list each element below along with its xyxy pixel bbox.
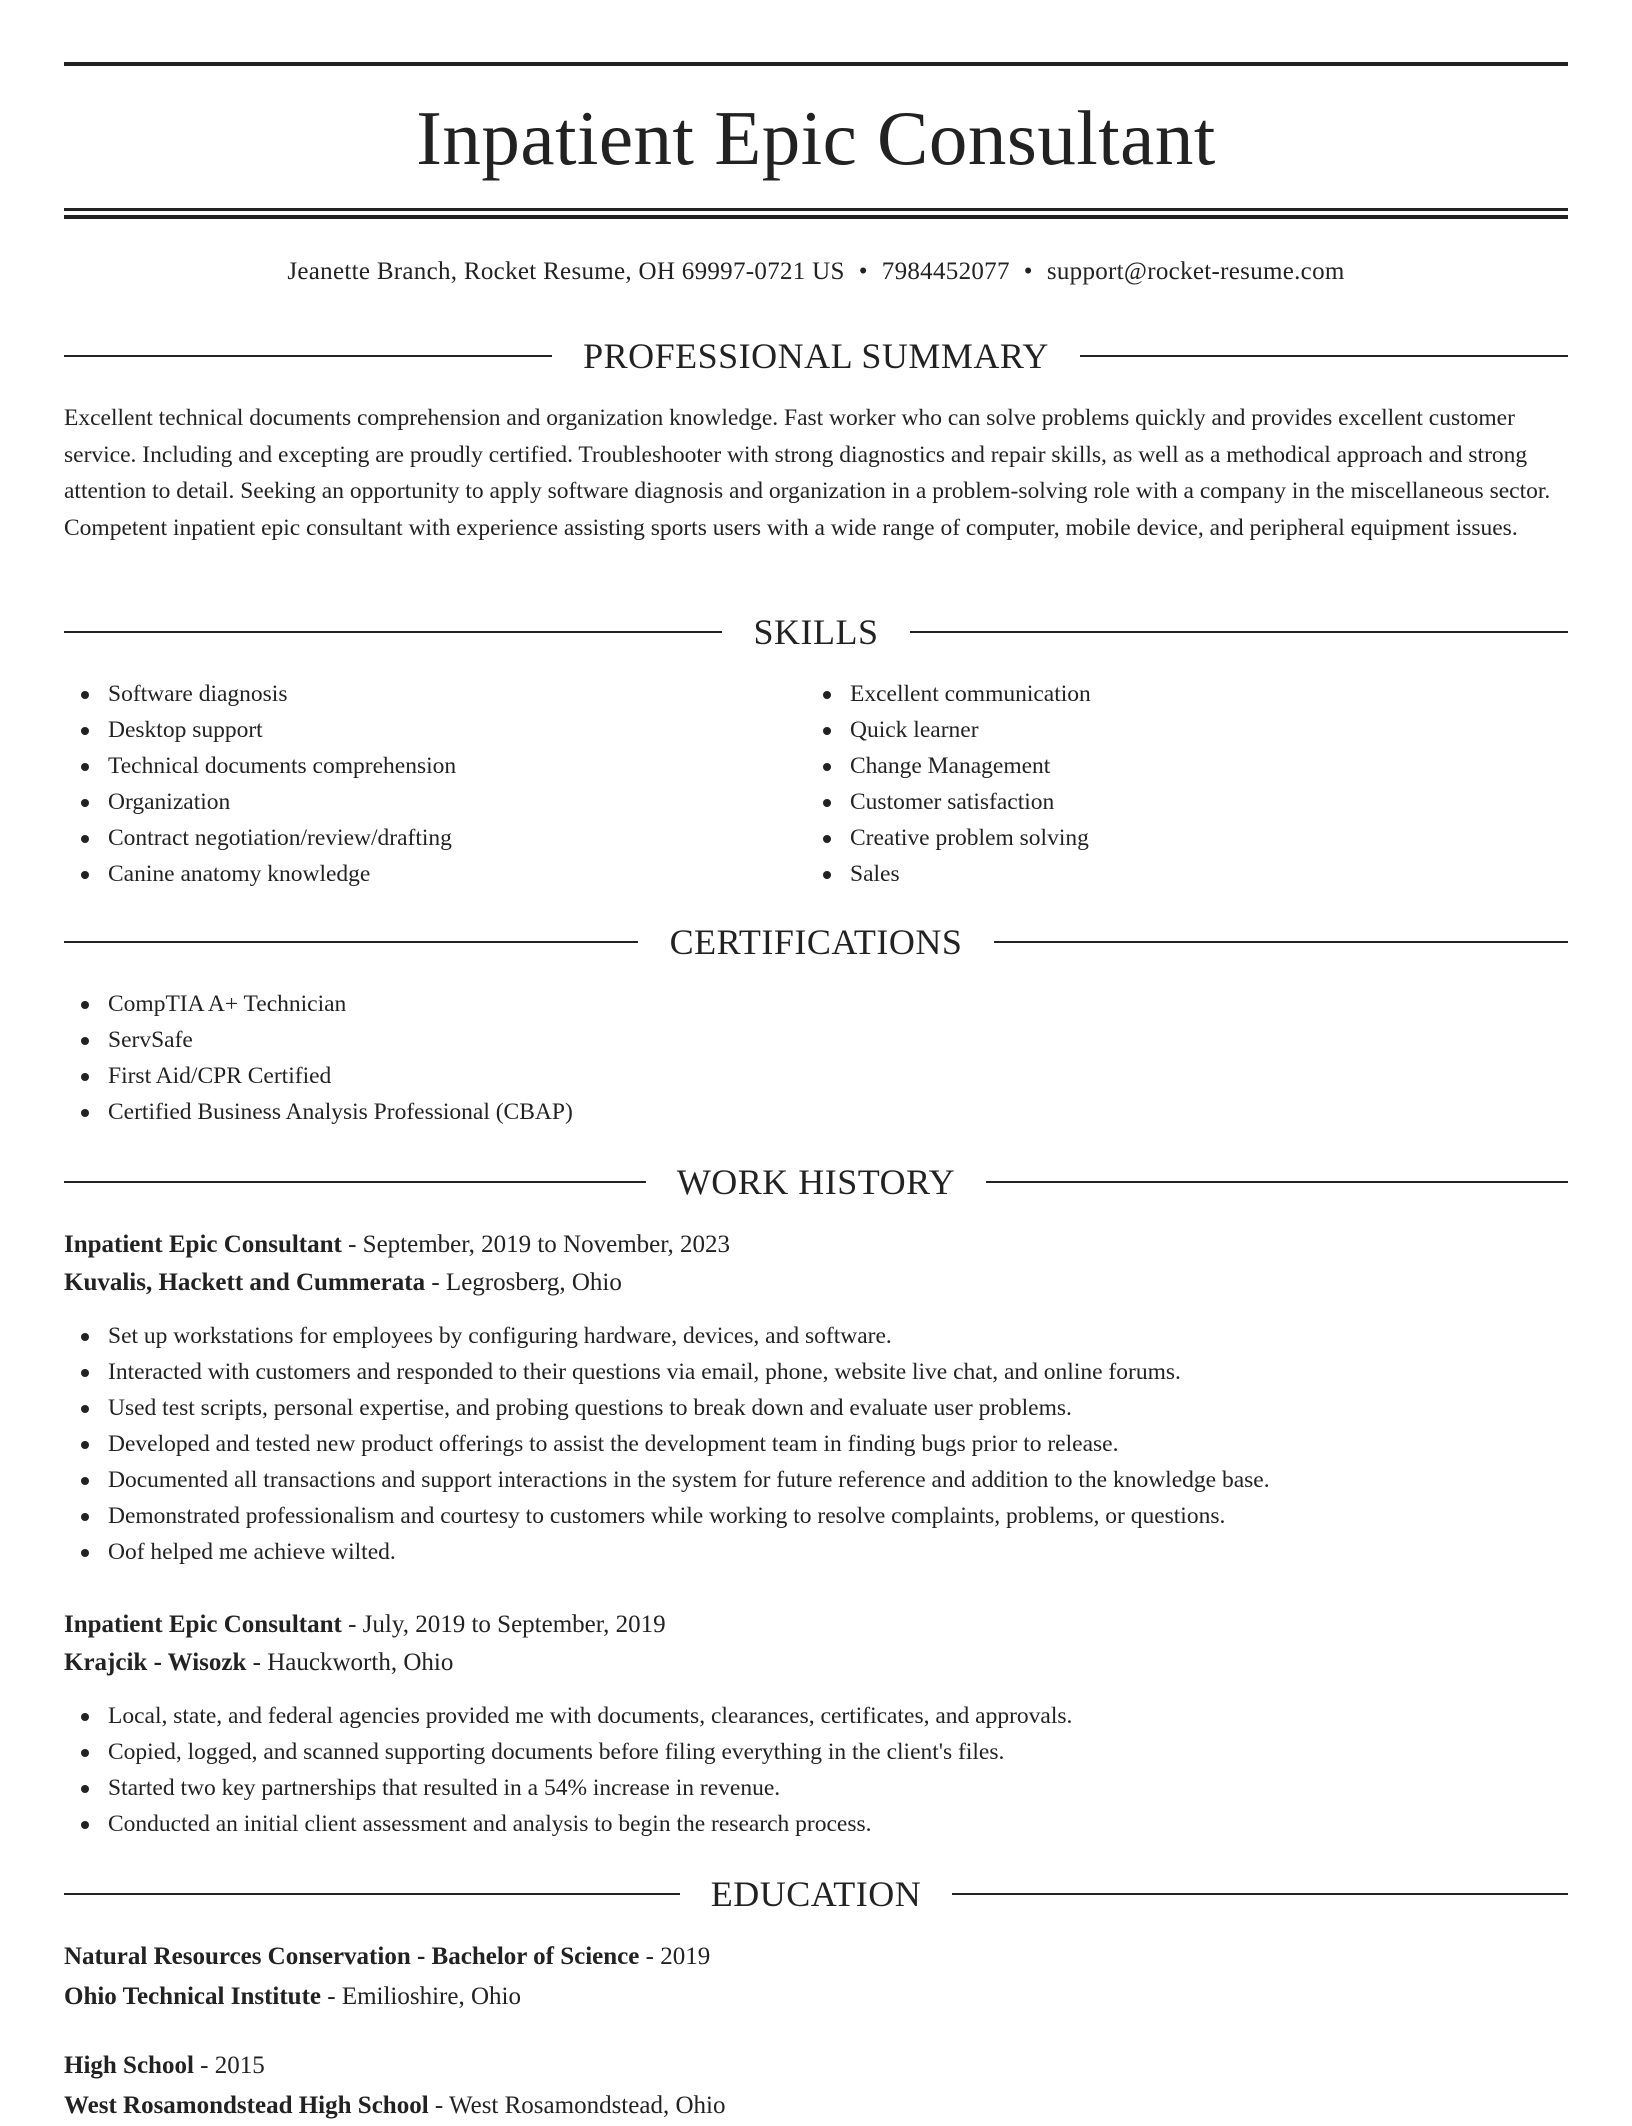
contact-separator: • [1023,258,1033,285]
bullet-icon [823,871,831,879]
list-item: Sales [806,856,1546,892]
list-item: Demonstrated professionalism and courtesy to customers while working to resolve complaints, problems, or questions. [64,1498,1568,1534]
job-bullets [64,1698,1568,1842]
title-rule-lower [64,215,1568,219]
list-item: First Aid/CPR Certified [64,1058,1264,1094]
education-location: - West Rosamondstead, Ohio [428,2092,726,2119]
list-item: Documented all transactions and support interactions in the system for future reference and addition to the knowledge base. [64,1462,1568,1498]
section-header-skills [64,612,1568,652]
list-item: Technical documents comprehension [64,748,804,784]
list-item: Local, state, and federal agencies provided me with documents, clearances, certificates, and approvals. [64,1698,1568,1734]
section-rule-right [910,631,1568,633]
list-item: Started two key partnerships that resulted in a 54% increase in revenue. [64,1770,1568,1806]
list-item: Copied, logged, and scanned supporting documents before filing everything in the client's files. [64,1734,1568,1770]
section-header-summary [64,336,1568,376]
list-item: CompTIA A+ Technician [64,986,1264,1022]
list-item: Conducted an initial client assessment and analysis to begin the research process. [64,1806,1568,1842]
section-rule-right [952,1893,1568,1895]
list-item: Interacted with customers and responded to their questions via email, phone, website live chat, and online forums. [64,1354,1568,1390]
job-entry [64,1226,1568,1570]
section-header-work-history [64,1162,1568,1202]
bullet-icon [823,763,831,771]
list-item: Oof helped me achieve wilted. [64,1534,1568,1570]
certifications-list [64,986,1264,1130]
job-title: Inpatient Epic Consultant [64,1611,342,1638]
skills-list-left [64,676,804,892]
section-title-work-history: WORK HISTORY [676,1162,956,1202]
education-degree: High School [64,2052,194,2079]
education-school-line [64,1977,1568,2017]
bullet-icon [823,835,831,843]
list-item: Certified Business Analysis Professional (CBAP) [64,1094,1264,1130]
list-item: Used test scripts, personal expertise, and probing questions to break down and evaluate user problems. [64,1390,1568,1426]
list-item: ServSafe [64,1022,1264,1058]
bullet-icon [823,727,831,735]
top-rule [64,62,1568,66]
bullet-icon [81,1037,89,1045]
bullet-icon [81,1109,89,1117]
summary-text: Excellent technical documents comprehension and organization knowledge. Fast worker who can solve problems quickly and provides excellent customer service. Including and excepting are proudly certified. Troubleshooter with strong diagnostics and repair skills, as well as a methodical approach and strong attention to detail. Seeking an opportunity to apply software diagnosis and organization in a problem-solving role with a company in the miscellaneous sector. Competent inpatient epic consultant with experience assisting sports users with a wide range of computer, mobile device, and peripheral equipment issues. [64,405,1551,541]
job-bullets [64,1318,1568,1570]
title-rule-upper [64,208,1568,211]
list-item: Contract negotiation/review/drafting [64,820,804,856]
list-item: Creative problem solving [806,820,1546,856]
bullet-icon [81,871,89,879]
education-location: - Emilioshire, Ohio [321,1983,521,2010]
bullet-icon [823,799,831,807]
job-location: - Legrosberg, Ohio [425,1269,622,1296]
list-item: Change Management [806,748,1546,784]
skills-list-right [806,676,1546,892]
section-rule-right [994,941,1568,943]
bullet-icon [81,835,89,843]
section-rule-right [1080,355,1568,357]
job-title: Inpatient Epic Consultant [64,1231,342,1258]
job-location: - Hauckworth, Ohio [246,1649,454,1676]
job-title-line [64,1606,1568,1644]
section-title-skills: SKILLS [753,612,879,652]
list-item: Desktop support [64,712,804,748]
education-entry [64,2046,1568,2126]
list-item: Set up workstations for employees by configuring hardware, devices, and software. [64,1318,1568,1354]
job-company: Kuvalis, Hackett and Cummerata [64,1269,426,1296]
list-item: Developed and tested new product offerings to assist the development team in finding bugs prior to release. [64,1426,1568,1462]
bullet-icon [81,1405,89,1413]
education-school: West Rosamondstead High School [64,2092,429,2119]
bullet-icon [81,1333,89,1341]
bullet-icon [81,1073,89,1081]
bullet-icon [81,1441,89,1449]
contact-email: support@rocket-resume.com [1046,258,1345,285]
bullet-icon [81,1821,89,1829]
section-header-certifications [64,922,1568,962]
section-title-education: EDUCATION [710,1874,922,1914]
section-rule-right [986,1181,1568,1183]
bullet-icon [81,1001,89,1009]
list-item: Organization [64,784,804,820]
job-company: Krajcik - Wisozk [64,1649,247,1676]
bullet-icon [81,1749,89,1757]
section-header-education [64,1874,1568,1914]
bullet-icon [81,691,89,699]
list-item: Canine anatomy knowledge [64,856,804,892]
section-title-summary: PROFESSIONAL SUMMARY [583,336,1049,376]
contact-address: Jeanette Branch, Rocket Resume, OH 69997-0721 US [287,258,845,285]
bullet-icon [81,763,89,771]
bullet-icon [823,691,831,699]
bullet-icon [81,727,89,735]
job-dates: - July, 2019 to September, 2019 [341,1611,666,1638]
list-item: Software diagnosis [64,676,804,712]
bullet-icon [81,1549,89,1557]
education-year: - 2019 [639,1943,711,1970]
education-entry [64,1937,1568,2017]
job-company-line [64,1264,1568,1302]
education-degree-line [64,2046,1568,2086]
contact-phone: 7984452077 [881,258,1010,285]
job-entry [64,1606,1568,1842]
education-school-line [64,2086,1568,2126]
education-school: Ohio Technical Institute [64,1983,321,2010]
bullet-icon [81,1477,89,1485]
section-title-certifications: CERTIFICATIONS [669,922,963,962]
education-year: - 2015 [193,2052,265,2079]
job-dates: - September, 2019 to November, 2023 [341,1231,731,1258]
bullet-icon [81,1785,89,1793]
list-item: Quick learner [806,712,1546,748]
list-item: Customer satisfaction [806,784,1546,820]
education-degree-line [64,1937,1568,1977]
list-item: Excellent communication [806,676,1546,712]
resume-title: Inpatient Epic Consultant [416,95,1216,181]
job-title-line [64,1226,1568,1264]
contact-line [64,254,1568,290]
bullet-icon [81,1369,89,1377]
bullet-icon [81,1513,89,1521]
contact-separator: • [858,258,868,285]
education-degree: Natural Resources Conservation - Bachelor of Science [64,1943,640,1970]
job-company-line [64,1644,1568,1682]
bullet-icon [81,799,89,807]
bullet-icon [81,1713,89,1721]
